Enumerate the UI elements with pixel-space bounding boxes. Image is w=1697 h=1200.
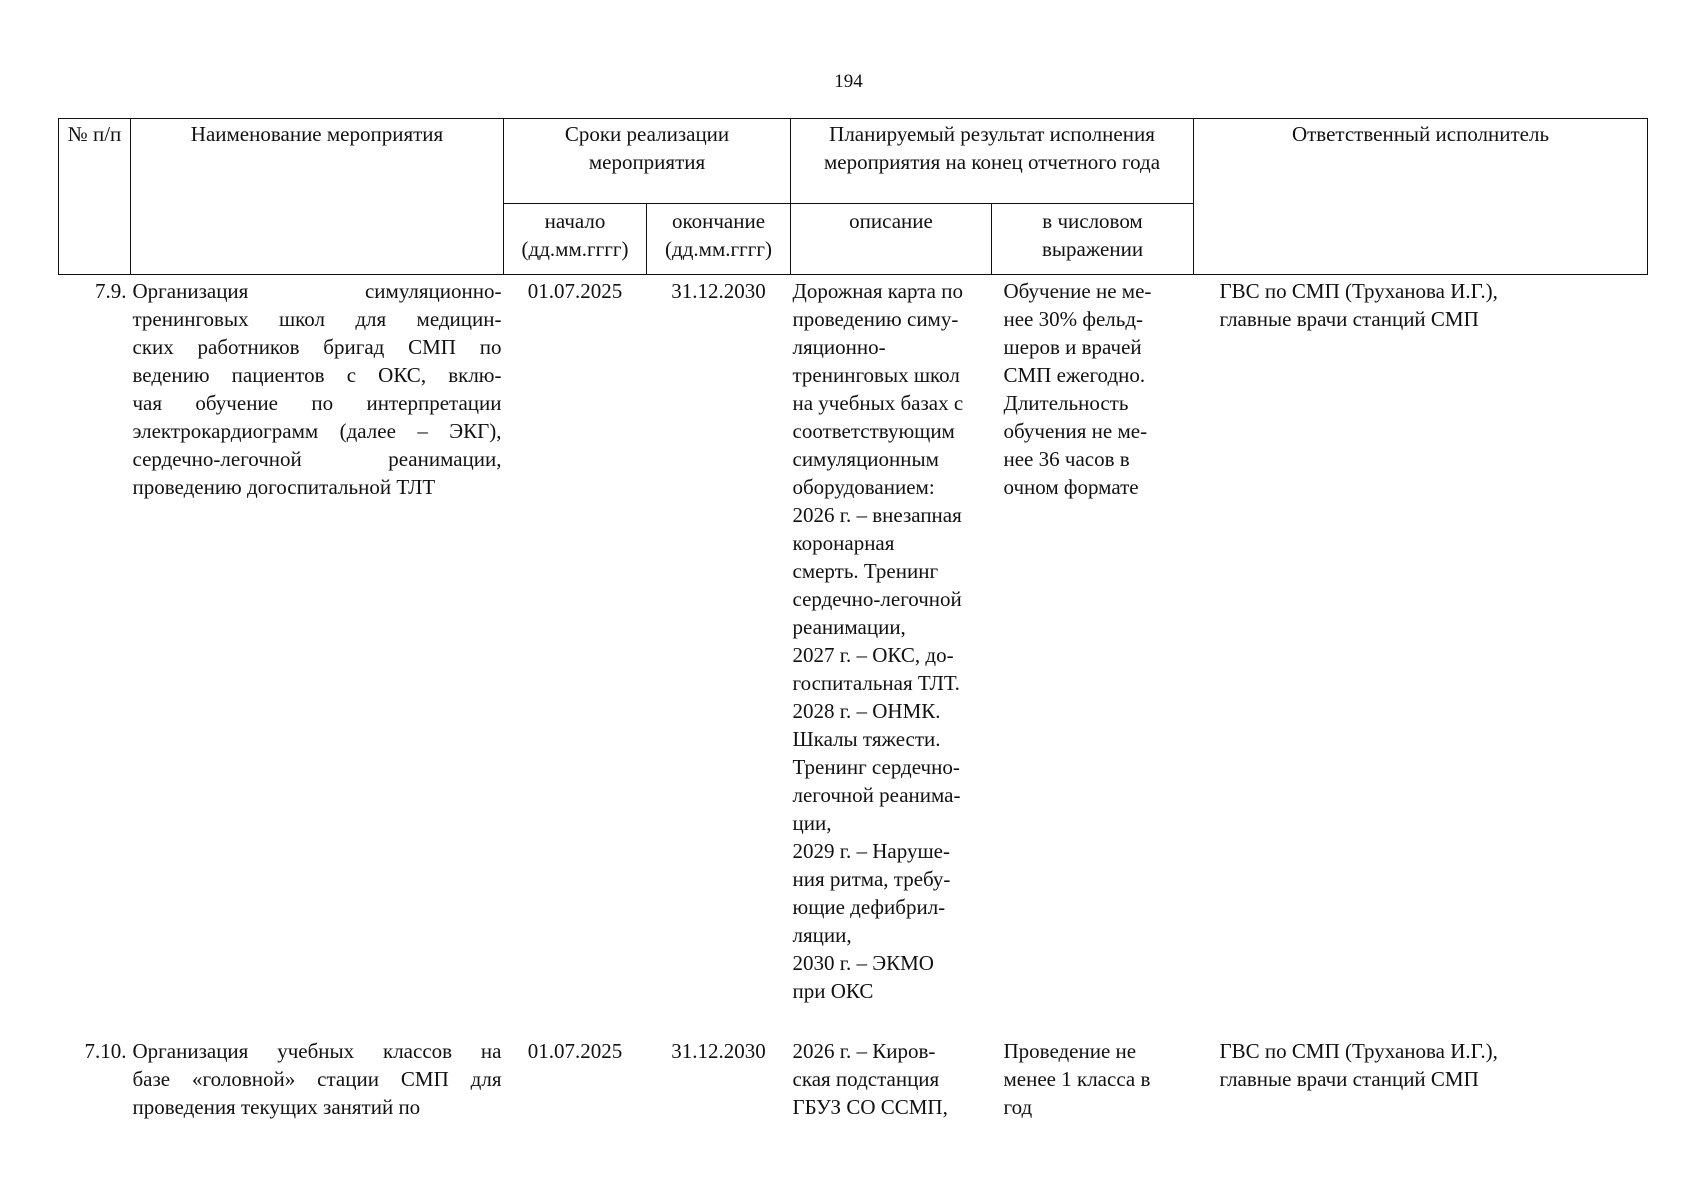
header-end: окончание (дд.мм.гггг) <box>647 204 791 275</box>
responsible-line: ГВС по СМП (Труханова И.Г.), <box>1219 1039 1498 1063</box>
activity-name-line: проведению догоспитальной ТЛТ <box>132 475 436 499</box>
result-numeric-line: очном формате <box>1003 475 1139 499</box>
result-numeric-line: менее 1 класса в <box>1003 1067 1151 1091</box>
result-description-line: соответствующим <box>792 419 955 443</box>
result-description-line: ГБУЗ СО ССМП, <box>792 1095 948 1119</box>
result-description-line: на учебных базах с <box>792 391 964 415</box>
result-numeric <box>992 275 1194 1038</box>
header-result: Планируемый результат исполнения мероприятия на конец отчетного года <box>791 119 1194 204</box>
table-body <box>59 275 1648 1122</box>
result-numeric <box>992 1037 1194 1121</box>
result-description-line: симуляционным <box>792 447 939 471</box>
activity-name-line: тренинговых школ для медицин- <box>132 307 502 331</box>
result-description <box>791 275 992 1038</box>
activity-name <box>131 275 504 1038</box>
responsible-line: главные врачи станций СМП <box>1219 1067 1479 1091</box>
activity-name-line: базе «головной» стации СМП для <box>132 1067 502 1091</box>
table-row <box>59 1037 1648 1121</box>
responsible <box>1194 1037 1648 1121</box>
result-description-line: тренинговых школ <box>792 363 960 387</box>
result-numeric-line: шеров и врачей <box>1003 335 1142 359</box>
result-description-line: легочной реанима- <box>792 783 961 807</box>
result-description-line: Шкалы тяжести. <box>792 727 941 751</box>
result-description-line: 2027 г. – ОКС, до- <box>792 643 954 667</box>
responsible <box>1194 275 1648 1038</box>
result-description-line: смерть. Тренинг <box>792 559 939 583</box>
result-description-line: ская подстанция <box>792 1067 940 1091</box>
end-date: 31.12.2030 <box>671 1039 766 1063</box>
activity-name-line: Организация учебных классов на <box>132 1039 502 1063</box>
start-date: 01.07.2025 <box>527 1039 623 1063</box>
result-numeric-line: нее 30% фельд- <box>1003 307 1144 331</box>
result-description-line: при ОКС <box>792 979 874 1003</box>
activity-name-line: проведения текущих занятий по <box>132 1095 421 1119</box>
result-description-line: оборудованием: <box>792 475 935 499</box>
result-numeric-line: обучения не ме- <box>1003 419 1148 443</box>
start-date: 01.07.2025 <box>527 279 623 303</box>
result-description <box>791 1037 992 1121</box>
result-numeric-line: Обучение не ме- <box>1003 279 1152 303</box>
activity-name <box>131 1037 504 1121</box>
responsible-line: ГВС по СМП (Труханова И.Г.), <box>1219 279 1498 303</box>
header-start: начало (дд.мм.гггг) <box>504 204 647 275</box>
header-timing: Сроки реализации мероприятия <box>504 119 791 204</box>
result-numeric-line: Проведение не <box>1003 1039 1137 1063</box>
result-description-line: ляции, <box>792 923 852 947</box>
activities-table <box>58 118 1648 1121</box>
result-description-line: коронарная <box>792 531 895 555</box>
result-description-line: 2028 г. – ОНМК. <box>792 699 941 723</box>
header-name: Наименование мероприятия <box>131 119 504 275</box>
result-numeric-line: Длительность <box>1003 391 1129 415</box>
activity-name-line: чая обучение по интерпретации <box>132 391 502 415</box>
result-description-line: 2029 г. – Наруше- <box>792 839 950 863</box>
activity-name-line: ведению пациентов с ОКС, вклю- <box>132 363 502 387</box>
result-numeric-line: СМП ежегодно. <box>1003 363 1146 387</box>
activity-name-line: электрокардиограмм (далее – ЭКГ), <box>132 419 502 443</box>
row-number: 7.9. <box>95 279 127 303</box>
result-description-line: проведению симу- <box>792 307 959 331</box>
result-description-line: ния ритма, требу- <box>792 867 951 891</box>
header-description: описание <box>791 204 992 275</box>
header-responsible: Ответственный исполнитель <box>1194 119 1648 275</box>
activity-name-line: ских работников бригад СМП по <box>132 335 502 359</box>
activity-name-line: Организация симуляционно- <box>132 279 502 303</box>
result-description-line: 2026 г. – Киров- <box>792 1039 936 1063</box>
result-numeric-line: нее 36 часов в <box>1003 447 1130 471</box>
end-date: 31.12.2030 <box>671 279 766 303</box>
result-description-line: ции, <box>792 811 832 835</box>
result-description-line: госпитальная ТЛТ. <box>792 671 960 695</box>
responsible-line: главные врачи станций СМП <box>1219 307 1479 331</box>
result-description-line: Дорожная карта по <box>792 279 963 303</box>
table-row <box>59 275 1648 1038</box>
result-description-line: сердечно-легочной <box>792 587 962 611</box>
row-number: 7.10. <box>84 1039 127 1063</box>
page-number: 194 <box>834 71 863 92</box>
header-num: № п/п <box>59 119 131 275</box>
result-description-line: Тренинг сердечно- <box>792 755 960 779</box>
activity-name-line: сердечно-легочной реанимации, <box>132 447 502 471</box>
header-numeric: в числовом выражении <box>992 204 1194 275</box>
result-description-line: 2026 г. – внезапная <box>792 503 962 527</box>
result-description-line: 2030 г. – ЭКМО <box>792 951 934 975</box>
result-description-line: ляционно- <box>792 335 886 359</box>
result-description-line: реанимации, <box>792 615 906 639</box>
result-numeric-line: год <box>1003 1095 1033 1119</box>
result-description-line: ющие дефибрил- <box>792 895 946 919</box>
